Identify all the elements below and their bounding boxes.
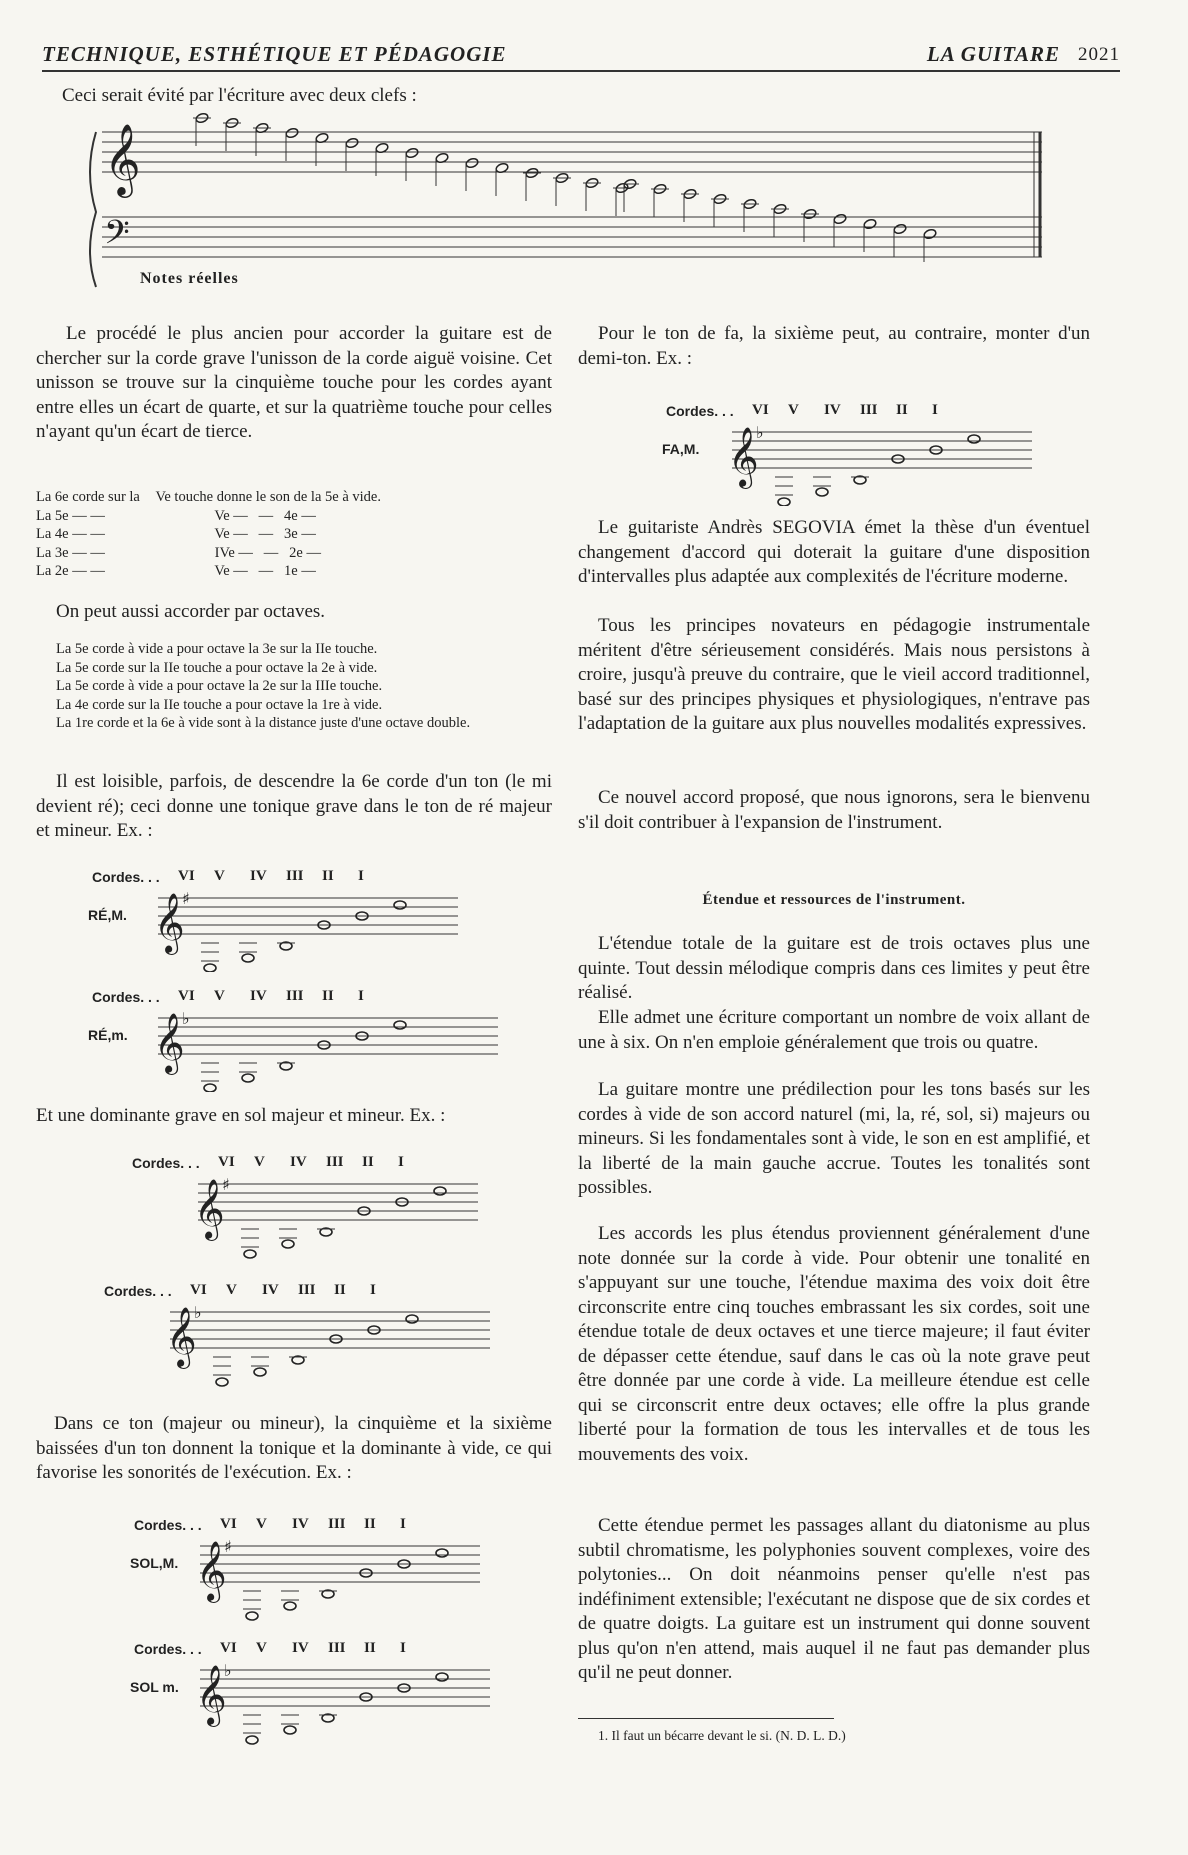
string-number: V — [788, 402, 799, 418]
string-number: III — [328, 1516, 346, 1532]
string-number: IV — [262, 1282, 279, 1298]
string-number: III — [326, 1154, 344, 1170]
right-para-3: Tous les principes novateurs en pédagogie instrumentale méritent d'être sérieusement considérés. Mais nous persistons à croire, jusqu'à preuve du contraire, que le vieil accord traditionnel, basé sur des principes physiques et physiologiques, n'entrave pas l'adaptation de la guitare aux plus nouvelles modalités expressives. — [578, 615, 1090, 734]
note-head — [244, 1250, 256, 1258]
string-number: VI — [178, 868, 195, 884]
note-head — [246, 1736, 258, 1744]
tuning-row: La 6e corde sur la — [36, 489, 140, 505]
note-head — [242, 1074, 254, 1082]
string-number: IV — [292, 1640, 309, 1656]
string-number: IV — [824, 402, 841, 418]
string-number: I — [398, 1154, 404, 1170]
sharp-icon: ♯ — [222, 1175, 230, 1194]
string-number: VI — [220, 1640, 237, 1656]
left-para-4: Et une dominante grave en sol majeur et mineur. Ex. : — [36, 1105, 446, 1126]
string-number: III — [286, 988, 304, 1004]
cordes-label: Cordes. . . — [92, 869, 160, 885]
tuning-row-value: Ve — — 3e — — [214, 526, 316, 542]
example-sol-major-2 — [130, 1510, 490, 1630]
tuning-row: La 2e — — — [36, 563, 105, 579]
note-head — [406, 1315, 418, 1323]
key-label: RÉ,M. — [88, 907, 127, 923]
octave-list — [40, 640, 556, 733]
note-head — [968, 435, 980, 443]
note-head — [254, 1368, 266, 1376]
string-number: I — [358, 868, 364, 884]
string-number: III — [860, 402, 878, 418]
note-head — [345, 137, 359, 149]
note-head — [216, 1378, 228, 1386]
note-head — [204, 1084, 216, 1092]
note-head — [394, 1021, 406, 1029]
bass-clef-icon: 𝄢 — [104, 214, 130, 260]
footnote: 1. Il faut un bécarre devant le si. (N. D. L. D.) — [598, 1728, 846, 1743]
note-head — [893, 223, 907, 235]
note-head — [282, 1240, 294, 1248]
string-number: II — [896, 402, 908, 418]
string-number: I — [400, 1640, 406, 1656]
string-number: II — [364, 1516, 376, 1532]
string-number: VI — [218, 1154, 235, 1170]
note-head — [246, 1612, 258, 1620]
note-head — [284, 1726, 296, 1734]
example-sol-minor-1 — [100, 1276, 500, 1396]
string-number: I — [358, 988, 364, 1004]
note-head — [285, 127, 299, 139]
string-number: I — [932, 402, 938, 418]
key-label: RÉ,m. — [88, 1027, 128, 1043]
example-sol-minor-2 — [130, 1634, 500, 1754]
tuning-row: La 3e — — — [36, 544, 105, 561]
tuning-row-value: Ve touche donne le son de la 5e à vide. — [155, 489, 381, 505]
string-number: V — [226, 1282, 237, 1298]
note-head — [923, 228, 937, 240]
right-para-5: L'étendue totale de la guitare est de trois octaves plus une quinte. Tout dessin mélodique compris dans ces limites y peut être réalisé. — [578, 933, 1090, 1003]
tuning-row-value: Ve — — 4e — — [214, 507, 316, 524]
string-number: VI — [178, 988, 195, 1004]
example-re-minor — [88, 982, 508, 1092]
note-head — [405, 147, 419, 159]
note-head — [778, 498, 790, 506]
key-label: SOL m. — [130, 1679, 179, 1695]
notes-reelles-label: Notes réelles — [140, 270, 239, 287]
octave-item: La 4e corde sur la IIe touche a pour octave la 1re à vide. — [56, 696, 383, 713]
note-head — [833, 213, 847, 225]
treble-clef-icon: 𝄞 — [166, 1307, 197, 1367]
treble-staff-lines — [102, 132, 1042, 172]
string-number: II — [322, 988, 334, 1004]
right-para-9: Cette étendue permet les passages allant du diatonisme au plus subtil chromatisme, les polyphonies souvent complexes, voire des polytonies... On doit néanmoins penser qu'elle n'est pas indéfiniment extensible; l'exécutant ne dispose que de six cordes et de quatre doigts. La guitare est un instrument qui donne souvent plus qu'on n'en attend, mais auquel il ne faut pas demander plus qu'il ne peut donner. — [578, 1515, 1090, 1683]
header-right: LA GUITARE — [926, 42, 1060, 66]
key-label: SOL,M. — [130, 1555, 179, 1571]
tuning-row: La 4e — — — [36, 526, 105, 542]
string-number: VI — [220, 1516, 237, 1532]
string-number: VI — [752, 402, 769, 418]
treble-clef-icon: 𝄞 — [196, 1541, 227, 1601]
cordes-label: Cordes. . . — [104, 1283, 172, 1299]
octave-item: La 5e corde à vide a pour octave la 3e sur la IIe touche. — [56, 641, 378, 657]
example-sol-major-1 — [128, 1148, 488, 1268]
right-para-4: Ce nouvel accord proposé, que nous ignorons, sera le bienvenu s'il doit contribuer à l'expansion de l'instrument. — [578, 787, 1090, 833]
string-number: I — [370, 1282, 376, 1298]
flat-icon: ♭ — [224, 1661, 232, 1680]
tuning-row-value: Ve — — 1e — — [214, 563, 316, 579]
tuning-table — [36, 488, 556, 581]
octave-item: La 1re corde et la 6e à vide sont à la distance juste d'une octave double. — [56, 715, 471, 731]
right-para-1: Pour le ton de fa, la sixième peut, au contraire, monter d'un demi-ton. Ex. : — [578, 323, 1090, 369]
cordes-label: Cordes. . . — [134, 1517, 202, 1533]
page-number: 2021 — [1078, 44, 1120, 65]
sharp-icon: ♯ — [182, 889, 190, 908]
string-number: IV — [250, 988, 267, 1004]
string-number: III — [286, 868, 304, 884]
string-number: III — [298, 1282, 316, 1298]
note-head — [394, 901, 406, 909]
treble-clef-icon: 𝄞 — [196, 1665, 227, 1725]
string-number: II — [364, 1640, 376, 1656]
right-para-7: La guitare montre une prédilection pour les tons basés sur les cordes à vide de son accord naturel (mi, la, ré, sol, si) majeurs ou mineurs. Si les fondamentales sont à vide, le son en est amplifié, et la liberté de la main gauche accrue. Toutes les tonalités sont possibles. — [578, 1079, 1090, 1198]
string-number: III — [328, 1640, 346, 1656]
section-title: Étendue et ressources de l'instrument. — [702, 892, 966, 908]
note-head — [284, 1602, 296, 1610]
left-para-2: On peut aussi accorder par octaves. — [56, 601, 326, 622]
string-number: V — [256, 1516, 267, 1532]
flat-icon: ♭ — [182, 1009, 190, 1028]
string-number: IV — [250, 868, 267, 884]
flat-icon: ♭ — [756, 423, 764, 442]
note-head — [436, 1549, 448, 1557]
string-number: V — [214, 988, 225, 1004]
string-number: V — [256, 1640, 267, 1656]
note-head — [436, 1673, 448, 1681]
treble-clef-icon: 𝄞 — [728, 427, 759, 487]
cordes-label: Cordes. . . — [92, 989, 160, 1005]
example-fa-major — [662, 396, 1042, 506]
treble-clef-icon: 𝄞 — [104, 122, 141, 195]
left-para-5: Dans ce ton (majeur ou mineur), la cinquième et la sixième baissées d'un ton donnent la tonique et la dominante à vide, ce qui favorise les sonorités de l'exécution. Ex. : — [36, 1413, 552, 1483]
intro-text: Ceci serait évité par l'écriture avec deux clefs : — [62, 85, 417, 106]
string-number: IV — [290, 1154, 307, 1170]
flat-icon: ♭ — [194, 1303, 202, 1322]
sharp-icon: ♯ — [224, 1537, 232, 1556]
header-left: TECHNIQUE, ESTHÉTIQUE ET PÉDAGOGIE — [42, 42, 507, 66]
page-header — [42, 38, 1120, 72]
string-number: VI — [190, 1282, 207, 1298]
string-number: II — [322, 868, 334, 884]
octave-item: La 5e corde à vide a pour octave la 2e sur la IIIe touche. — [56, 678, 383, 694]
cordes-label: Cordes. . . — [132, 1155, 200, 1171]
example-re-major — [88, 862, 468, 972]
footnote-rule — [578, 1718, 834, 1719]
string-number: IV — [292, 1516, 309, 1532]
note-head — [434, 1187, 446, 1195]
treble-clef-icon: 𝄞 — [154, 893, 185, 953]
left-para-1: Le procédé le plus ancien pour accorder la guitare est de chercher sur la corde grave l'unisson de la corde aiguë voisine. Cet unisson se trouve sur la cinquième touche pour les cordes ayant entre elles un écart de quarte, et sur la quatrième touche pour celles n'ayant qu'un écart de tierce. — [36, 323, 552, 442]
cordes-label: Cordes. . . — [666, 403, 734, 419]
note-head — [242, 954, 254, 962]
note-head — [465, 157, 479, 169]
right-para-8: Les accords les plus étendus proviennent généralement d'une note donnée sur la corde à vide. Pour obtenir une tonalité en s'appuyant sur une touche, l'étendue maxima des voix doit être circonscrite entre cinq touches embrassant les six cordes, soit une étendue totale de deux octaves et une tierce majeure; il faut éviter de dépasser cette étendue, sauf dans le cas où la note grave peut être donnée par une corde à vide. La meilleure étendue est celle qui se circonscrit entre deux octaves; elle offre la plus grande liberté pour la formation de tous les intervalles et de tous les mouvements des voix. — [578, 1223, 1090, 1465]
note-head — [816, 488, 828, 496]
note-head — [863, 218, 877, 230]
treble-clef-icon: 𝄞 — [154, 1013, 185, 1073]
right-para-6: Elle admet une écriture comportant un nombre de voix allant de une à six. On n'en emploie généralement que trois ou quatre. — [578, 1007, 1090, 1053]
note-head — [204, 964, 216, 972]
key-label: FA,M. — [662, 441, 700, 457]
string-number: II — [334, 1282, 346, 1298]
cordes-label: Cordes. . . — [134, 1641, 202, 1657]
grand-staff — [82, 112, 1050, 292]
tuning-row-value: IVe — — 2e — — [214, 544, 321, 561]
string-number: V — [214, 868, 225, 884]
tuning-row: La 5e — — — [36, 507, 105, 524]
right-para-2: Le guitariste Andrès SEGOVIA émet la thèse d'un éventuel changement d'accord qui doterait la guitare d'une disposition d'intervalles plus adaptée aux complexités de l'écriture moderne. — [578, 517, 1090, 587]
left-para-3: Il est loisible, parfois, de descendre la 6e corde d'un ton (le mi devient ré); ceci donne une tonique grave dans le ton de ré majeur et mineur. Ex. : — [36, 771, 552, 841]
string-number: I — [400, 1516, 406, 1532]
octave-item: La 5e corde sur la IIe touche a pour octave la 2e à vide. — [56, 659, 378, 676]
treble-clef-icon: 𝄞 — [194, 1179, 225, 1239]
string-number: II — [362, 1154, 374, 1170]
string-number: V — [254, 1154, 265, 1170]
